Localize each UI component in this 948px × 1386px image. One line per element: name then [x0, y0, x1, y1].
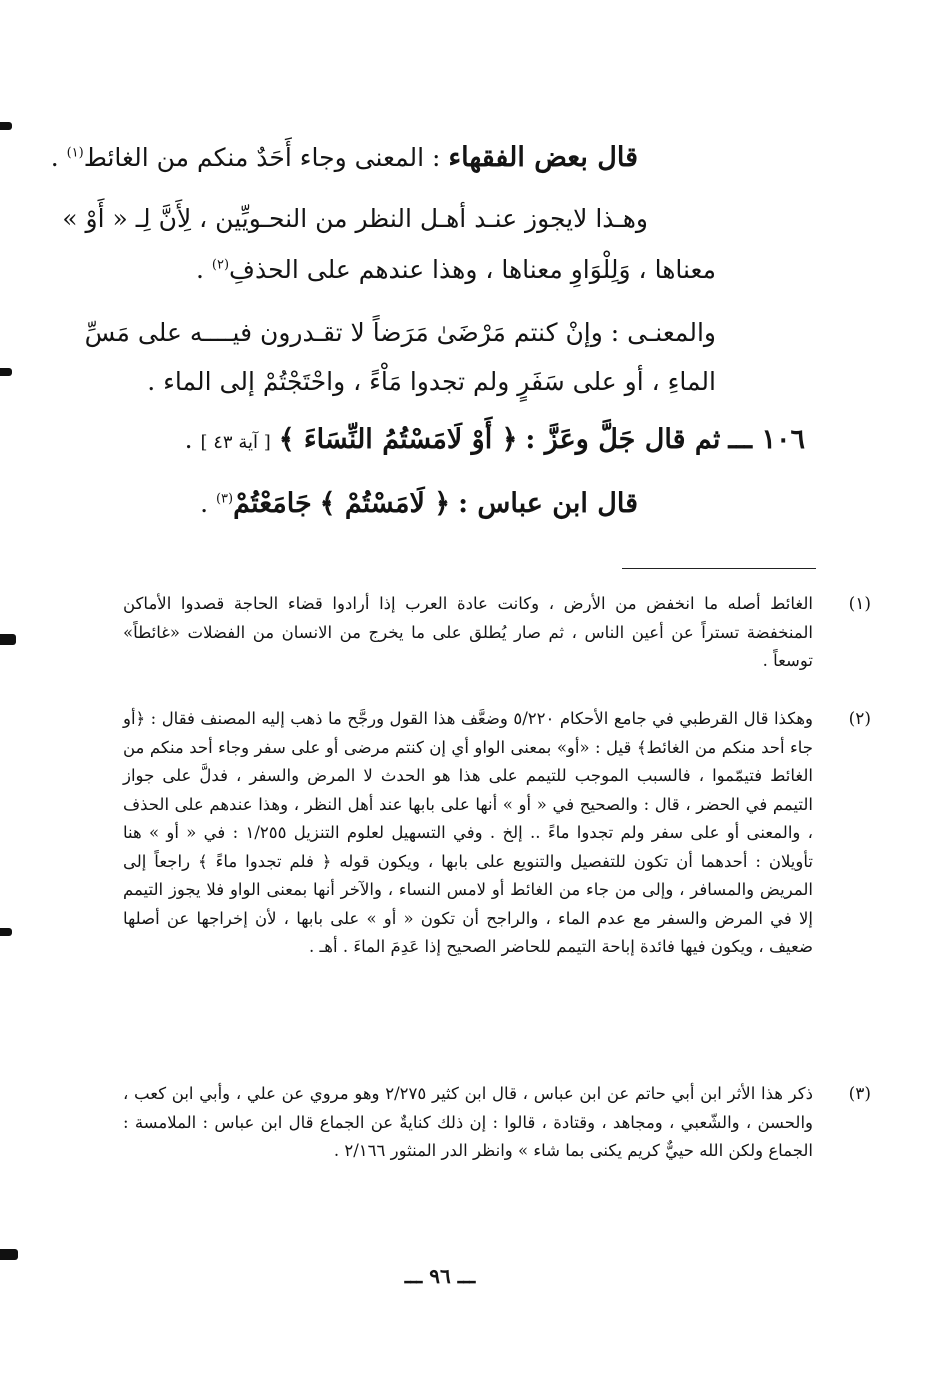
scan-mark — [0, 928, 12, 936]
text-line: وهـذا لايجوز عنـد أهـل النظر من النحـويِّين ، لِأَنَّ لِـ « أَوْ » — [62, 204, 648, 233]
meaning: جَامَعْتُمْ — [233, 488, 312, 519]
punctuation: . — [200, 489, 209, 518]
footnote-3 — [123, 1080, 871, 1166]
quran-word: ﴿ لَامَسْتُمْ ﴾ — [319, 488, 451, 519]
text-line: الماءِ ، أو على سَفَرٍ ولم تجدوا مَاْءً ، واحْتَجْتُمْ إلى الماء . — [147, 367, 716, 396]
footnote-ref: (١) — [66, 145, 84, 161]
footnote-1 — [123, 590, 871, 676]
footnote-ref: (٣) — [215, 491, 234, 507]
fuqaha-line — [51, 142, 638, 173]
text-segment: معناها ، وَلِلْوَاوِ معناها ، وهذا عندهم على الحذفِ — [229, 255, 716, 284]
footnote-number: (٢) — [848, 709, 871, 729]
text-line — [196, 255, 716, 284]
footnote-text: ذكر هذا الأثر ابن أبي حاتم عن ابن عباس ، قال ابن كثير ٢/٢٧٥ وهو مروي عن علي ، وأبي ابن كعب ، والحسن ، والشّعبي ، ومجاهد ، وقتادة ، قالوا : إن ذلك كنايةٌ عن الجماع قال ابن عباس : الملامسة : الجماع ولكن الله حييٌّ كريم يكنى بما شاء » وانظر الدر المنثور ٢/١٦٦ . — [123, 1084, 813, 1160]
punctuation: . — [196, 255, 204, 284]
footnote-separator — [622, 568, 816, 569]
footnote-number: (١) — [848, 594, 871, 614]
footnote-text: وهكذا قال القرطبي في جامع الأحكام ٥/٢٢٠ وضعَّف هذا القول ورجَّح ما ذهب إليه المصنف فقال : ﴿أو جاء أحد منكم من الغائط﴾ قيل : «أو» بمعنى الواو أي إن كنتم مرضى أو على سفر وجاء أحد منكم من الغائط فتيمّموا ، فالسبب الموجب للتيمم على هذا هو الحدث لا المرض والسفر ، فدلَّ على جواز التيمم في الحضر ، قال : والصحيح في « أو » أنها على بابها عند أهل النظر ، وهذا عندهم على الحذف ، والمعنى أو على سفر ولم تجدوا ماءً .. إلخ . وفي التسهيل لعلوم التنزيل ١/٢٥٥ : في « أو » هنا تأويلان : أحدهما أن تكون للتفصيل والتنويع على بابها ، ويكون قوله ﴿ فلم تجدوا ماءً ﴾ راجعاً إلى المريض والمسافر ، وإلى من جاء من الغائط أو لامس النساء ، والآخر أنها بمعنى الواو فلا يجوز التيمم إلا في المرض والسفر مع عدم الماء ، والراجح أن تكون « أو » على بابها ، لأن إخراجها عن أصلها ضعيف ، ويكون فيها فائدة إباحة التيمم للحاضر الصحيح إذا عَدِمَ الماءَ . أهـ . — [123, 709, 813, 956]
page-number: ـــ ٩٦ ـــ — [404, 1264, 476, 1288]
punctuation: . — [50, 143, 59, 172]
verse-lead: ثم قال جَلَّ وعَزَّ : — [525, 424, 721, 455]
verse-ref: [ آية ٤٣ ] — [200, 432, 271, 453]
scan-mark — [0, 368, 12, 376]
scan-mark — [0, 122, 12, 130]
footnote-2 — [123, 705, 871, 962]
footnote-number: (٣) — [848, 1084, 871, 1104]
verse-line — [185, 424, 805, 455]
quran-verse: ﴿ أَوْ لَامَسْتُمُ النِّسَاءَ ﴾ — [278, 424, 518, 455]
fuqaha-text: : المعنى وجاء أَحَدٌ منكم من الغائط — [83, 143, 441, 172]
footnote-text: الغائط أصله ما انخفض من الأرض ، وكانت عادة العرب إذا أرادوا قضاء الحاجة قصدوا الأماكن المنخفضة تستراً عن أعين الناس ، ثم صار يُطلق على ما يخرج من الانسان من الفضلات «غائطاً» توسعاً . — [123, 594, 813, 670]
punctuation: . — [184, 425, 193, 454]
footnote-ref: (٢) — [211, 257, 230, 273]
text-line: والمعنـى : وإنْ كنتم مَرْضَىٰ مَرَضاً لا تقـدرون فيــــه على مَسِّ — [84, 318, 716, 347]
ibn-abbas-lead: قال ابن عباس : — [458, 488, 638, 519]
scan-mark — [0, 1249, 18, 1260]
scan-mark — [0, 634, 16, 645]
ibn-abbas-line — [200, 488, 638, 519]
fuqaha-lead: قال بعض الفقهاء — [448, 142, 638, 173]
section-number: ١٠٦ ـــ — [728, 424, 805, 455]
